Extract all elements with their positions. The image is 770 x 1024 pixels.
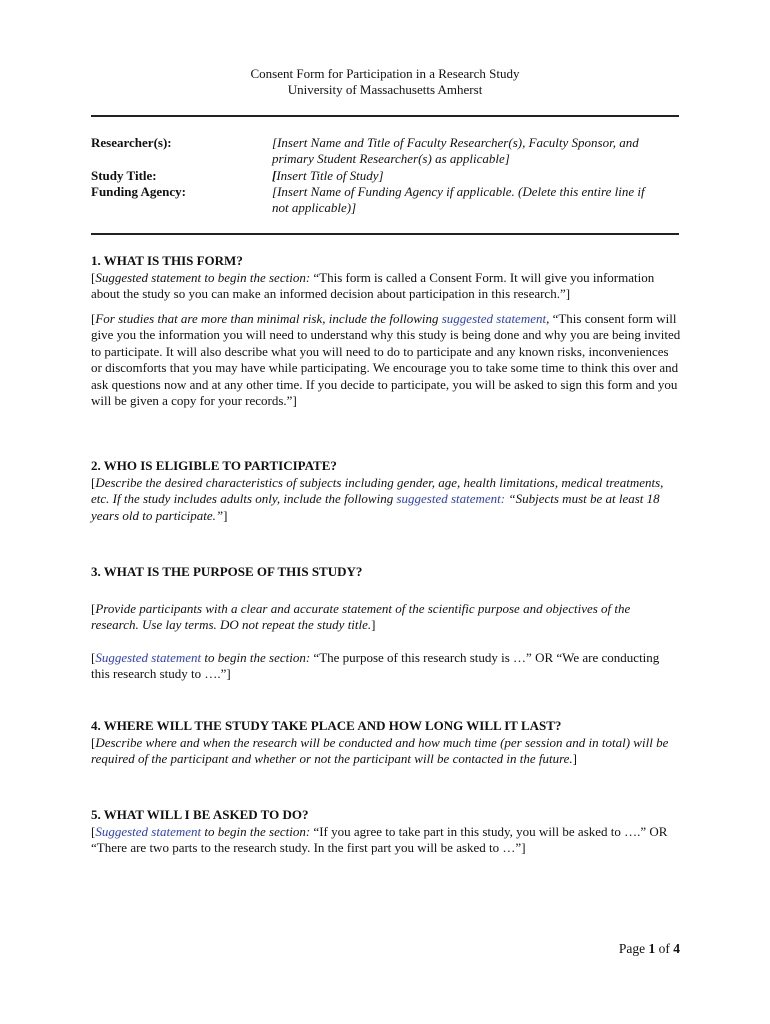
form-title: Consent Form for Participation in a Research Study: [250, 66, 520, 81]
section-what-will-i-do: [91, 807, 681, 857]
section-paragraph: [Describe the desired characteristics of subjects including gender, age, health limitations, medical treatments, etc. If the study includes adults only, include the following suggested statement: “Subjects must be at least 18 years old to participate.”]: [91, 474, 664, 523]
suggested-statement-link: Suggested statement: [95, 823, 202, 839]
section-paragraph: [Suggested statement to begin the section: “If you agree to take part in this study, you will be asked to ….” OR “There are two parts to the research study. In the first part you will be asked to …”]: [91, 823, 668, 855]
section-heading: 5. WHAT WILL I BE ASKED TO DO?: [91, 807, 309, 822]
bottom-divider: [91, 233, 679, 235]
section-heading: 2. WHO IS ELIGIBLE TO PARTICIPATE?: [91, 458, 337, 473]
suggested-statement-link: suggested statement:: [396, 491, 506, 506]
section-what-is-this-form: [91, 253, 681, 410]
section-eligibility: [91, 458, 681, 524]
researcher-label: Researcher(s):: [91, 135, 172, 150]
funding-label: Funding Agency:: [91, 183, 186, 199]
page-number: Page 1 of 4: [618, 941, 680, 956]
institution-name: University of Massachusetts Amherst: [287, 82, 483, 97]
section-location-duration: [91, 718, 681, 768]
suggested-statement-link: Suggested statement: [95, 649, 202, 665]
funding-value: [Insert Name of Funding Agency if applicable. (Delete this entire line if not applicable)]: [272, 183, 645, 216]
top-divider: [91, 115, 679, 117]
section-heading: 3. WHAT IS THE PURPOSE OF THIS STUDY?: [91, 564, 363, 579]
section-heading: 1. WHAT IS THIS FORM?: [91, 253, 243, 268]
section-heading: 4. WHERE WILL THE STUDY TAKE PLACE AND HOW LONG WILL IT LAST?: [91, 718, 562, 733]
suggested-statement-link: suggested statement: [441, 310, 547, 326]
study-title-value: [Insert Title of Study]: [272, 167, 384, 183]
section-paragraph: [Describe where and when the research will be conducted and how much time (per session and in total) will be required of the participant and whether or not the participant will be contacted in the future.]: [91, 734, 669, 766]
researcher-value: [Insert Name and Title of Faculty Researcher(s), Faculty Sponsor, and primary Student Researcher(s) as applicable]: [272, 135, 639, 167]
study-title-label: Study Title:: [91, 167, 157, 183]
section-purpose: [91, 564, 681, 683]
section-paragraph: [Suggested statement to begin the section: “This form is called a Consent Form. It will give you information about the study so you can make an informed decision about participation in this research.”]: [91, 269, 655, 301]
document-header: [0, 66, 770, 98]
section-paragraph: [For studies that are more than minimal risk, include the following suggested statement, “This consent form will give you the information you will need to understand why this study is being done and why you are being invited to participate. It will also describe what you will need to do to participate and any known risks, inconveniences or discomforts that you may have while participating. We encourage you to take some time to think this over and ask questions now and at any other time. If you decide to participate, you will be asked to sign this form and you will be given a copy for your records.”]: [91, 310, 681, 408]
section-paragraph: [Provide participants with a clear and accurate statement of the scientific purpose and objectives of the research. Use lay terms. DO not repeat the study title.]: [91, 600, 631, 632]
section-paragraph: [Suggested statement to begin the section: “The purpose of this research study is …” OR “We are conducting this research study to ….”]: [91, 649, 660, 681]
